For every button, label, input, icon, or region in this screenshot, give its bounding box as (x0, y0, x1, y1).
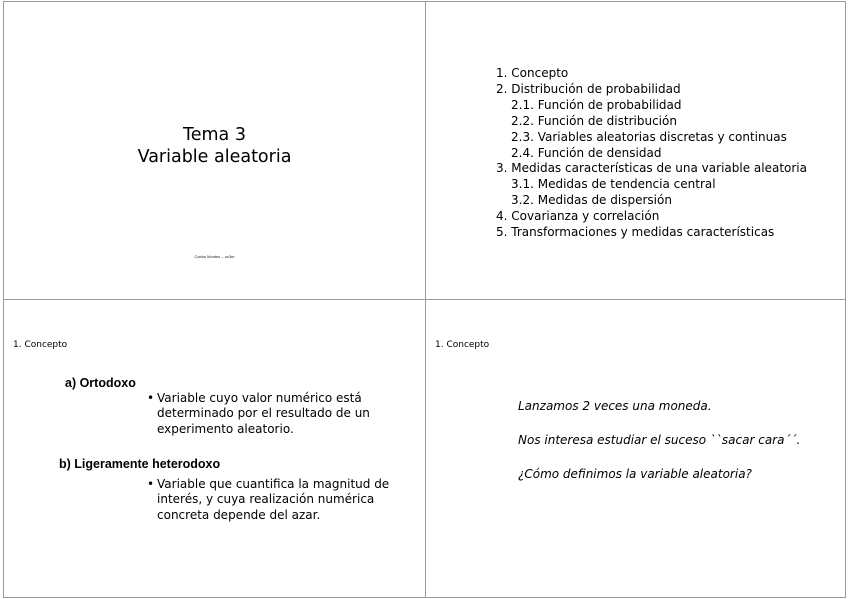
toc-subitem: 2.2. Función de distribución (511, 113, 677, 128)
toc-subitem: 2.4. Función de densidad (511, 145, 662, 160)
bullet-text: Variable que cuantifica la magnitud de interés, y cuya realización numérica concreta depende del azar. (157, 477, 390, 522)
toc-list (496, 66, 807, 241)
slide-title-line1: Tema 3 (183, 125, 246, 145)
slide-concepto-example (425, 299, 846, 598)
toc-item: 5. Transformaciones y medidas características (496, 225, 775, 240)
bullet-icon: • (147, 391, 155, 405)
toc-item: 2. Distribución de probabilidad (496, 81, 681, 96)
section-heading-ortodoxo: a) Ortodoxo (65, 376, 136, 390)
example-line: Nos interesa estudiar el suceso ``sacar cara´´. (518, 433, 801, 447)
slide-title (3, 1, 426, 300)
toc-subitem: 3.2. Medidas de dispersión (511, 193, 672, 208)
slide-title-line2: Variable aleatoria (137, 147, 292, 167)
toc-item: 4. Covarianza y correlación (496, 209, 660, 224)
toc-subitem: 3.1. Medidas de tendencia central (511, 177, 716, 192)
slide-heading: 1. Concepto (13, 340, 68, 350)
author-credit: Carlos Montes – uc3m (194, 254, 235, 259)
toc-subitem: 2.1. Función de probabilidad (511, 97, 682, 112)
bullet-text: Variable cuyo valor numérico está determinado por el resultado de un experimento aleatorio. (157, 391, 370, 436)
example-line: Lanzamos 2 veces una moneda. (518, 399, 712, 413)
toc-item: 1. Concepto (496, 66, 569, 80)
slide-heading: 1. Concepto (435, 340, 490, 350)
toc-subitem: 2.3. Variables aleatorias discretas y continuas (511, 129, 787, 144)
section-heading-heterodoxo: b) Ligeramente heterodoxo (59, 457, 221, 471)
example-question: ¿Cómo definimos la variable aleatoria? (518, 467, 752, 481)
slide-table-of-contents (425, 1, 846, 300)
toc-item: 3. Medidas características de una variable aleatoria (496, 161, 807, 176)
bullet-item (147, 477, 397, 523)
bullet-icon: • (147, 477, 155, 491)
slide-concepto-definitions (3, 299, 426, 598)
bullet-item (147, 391, 397, 437)
